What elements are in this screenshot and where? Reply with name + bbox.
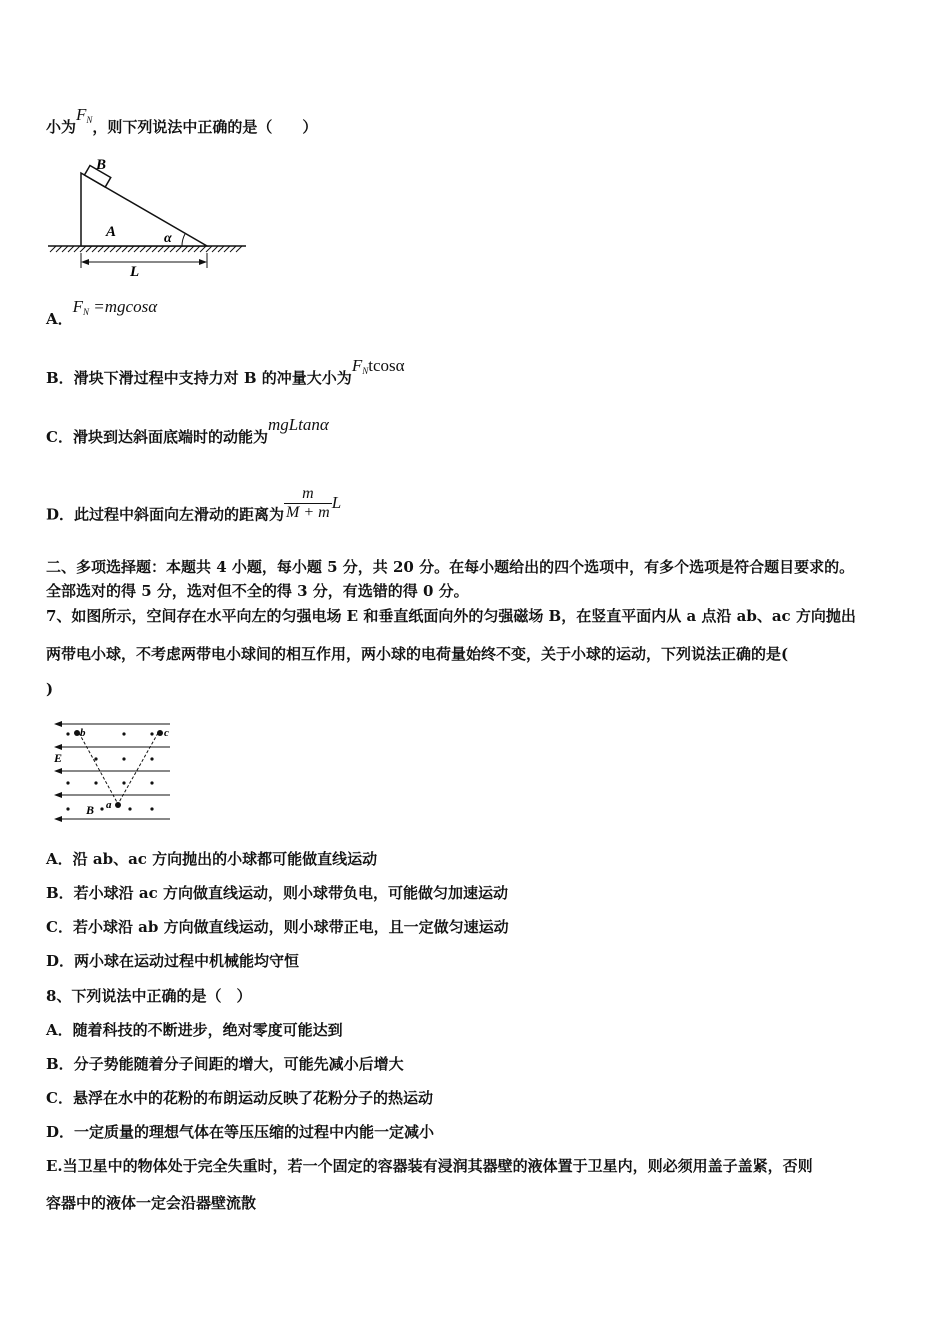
q8-option: C．悬浮在水中的花粉的布朗运动反映了花粉分子的热运动: [46, 1089, 433, 1107]
q7-stem-line2: 两带电小球，不考虑两带电小球间的相互作用，两小球的电荷量始终不变，关于小球的运动，下列说法正确的是(: [46, 645, 789, 663]
q8-option: E.当卫星中的物体处于完全失重时，若一个固定的容器装有浸润其器壁的液体置于卫星内，则必须用盖子盖紧，否则: [46, 1157, 813, 1175]
q6-option-b: B．滑块下滑过程中支持力对 B 的冲量大小为$F_Ntcos\alpha$: [46, 356, 405, 387]
q7-field-figure: [46, 716, 176, 828]
q7-label-a: a: [106, 799, 112, 811]
q7-label-bfield: B: [86, 803, 95, 817]
fraction: $\frac{m}{M + m}$: [286, 485, 330, 521]
q6-label-alpha: α: [164, 231, 172, 246]
q8-option: D．一定质量的理想气体在等压压缩的过程中内能一定减小: [46, 1123, 435, 1141]
q7-option: A．沿 ab、ac 方向抛出的小球都可能做直线运动: [46, 850, 378, 868]
q7-label-b: b: [80, 727, 86, 739]
q7-label-e: E: [54, 751, 63, 765]
q6-label-l: L: [130, 264, 140, 280]
q6-option-c: C．滑块到达斜面底端时的动能为mgLtanα: [46, 415, 329, 446]
q7-stem-line3: ): [46, 680, 54, 698]
q7-option: C．若小球沿 ab 方向做直线运动，则小球带正电，且一定做匀速运动: [46, 918, 509, 936]
q8-option: B．分子势能随着分子间距的增大，可能先减小后增大: [46, 1055, 404, 1073]
q6-option-d: D．此过程中斜面向左滑动的距离为 $\frac{m}{M + m}$ L: [46, 485, 342, 524]
q6-label-b: B: [96, 157, 107, 173]
section2-heading-line1: 二、多项选择题：本题共 4 小题，每小题 5 分，共 20 分。在每小题给出的四个选项中，有多个选项是符合题目要求的。: [46, 558, 855, 576]
q7-option: B．若小球沿 ac 方向做直线运动，则小球带负电，可能做匀加速运动: [46, 884, 508, 902]
q6-label-a: A: [106, 224, 117, 240]
q7-label-c: c: [164, 727, 169, 739]
q7-stem-line1: 7、如图所示，空间存在水平向左的匀强电场 E 和垂直纸面向外的匀强磁场 B，在竖直平面内从 a 点沿 ab、ac 方向抛出: [46, 607, 856, 625]
q6-option-a: A．$F_N =mgcos\alpha$: [46, 297, 158, 328]
section2-heading-line2: 全部选对的得 5 分，选对但不全的得 3 分，有选错的得 0 分。: [46, 582, 469, 600]
q8-stem: 8、下列说法中正确的是（ ）: [46, 987, 252, 1005]
q6-incline-figure: [44, 155, 254, 280]
q8-option: A．随着科技的不断进步，绝对零度可能达到: [46, 1021, 343, 1039]
q7-option: D．两小球在运动过程中机械能均守恒: [46, 952, 300, 970]
q8-option-continued: 容器中的液体一定会沿器壁流散: [46, 1194, 257, 1212]
q6-stem: 小为$F_N$，则下列说法中正确的是（ ）: [46, 105, 318, 136]
